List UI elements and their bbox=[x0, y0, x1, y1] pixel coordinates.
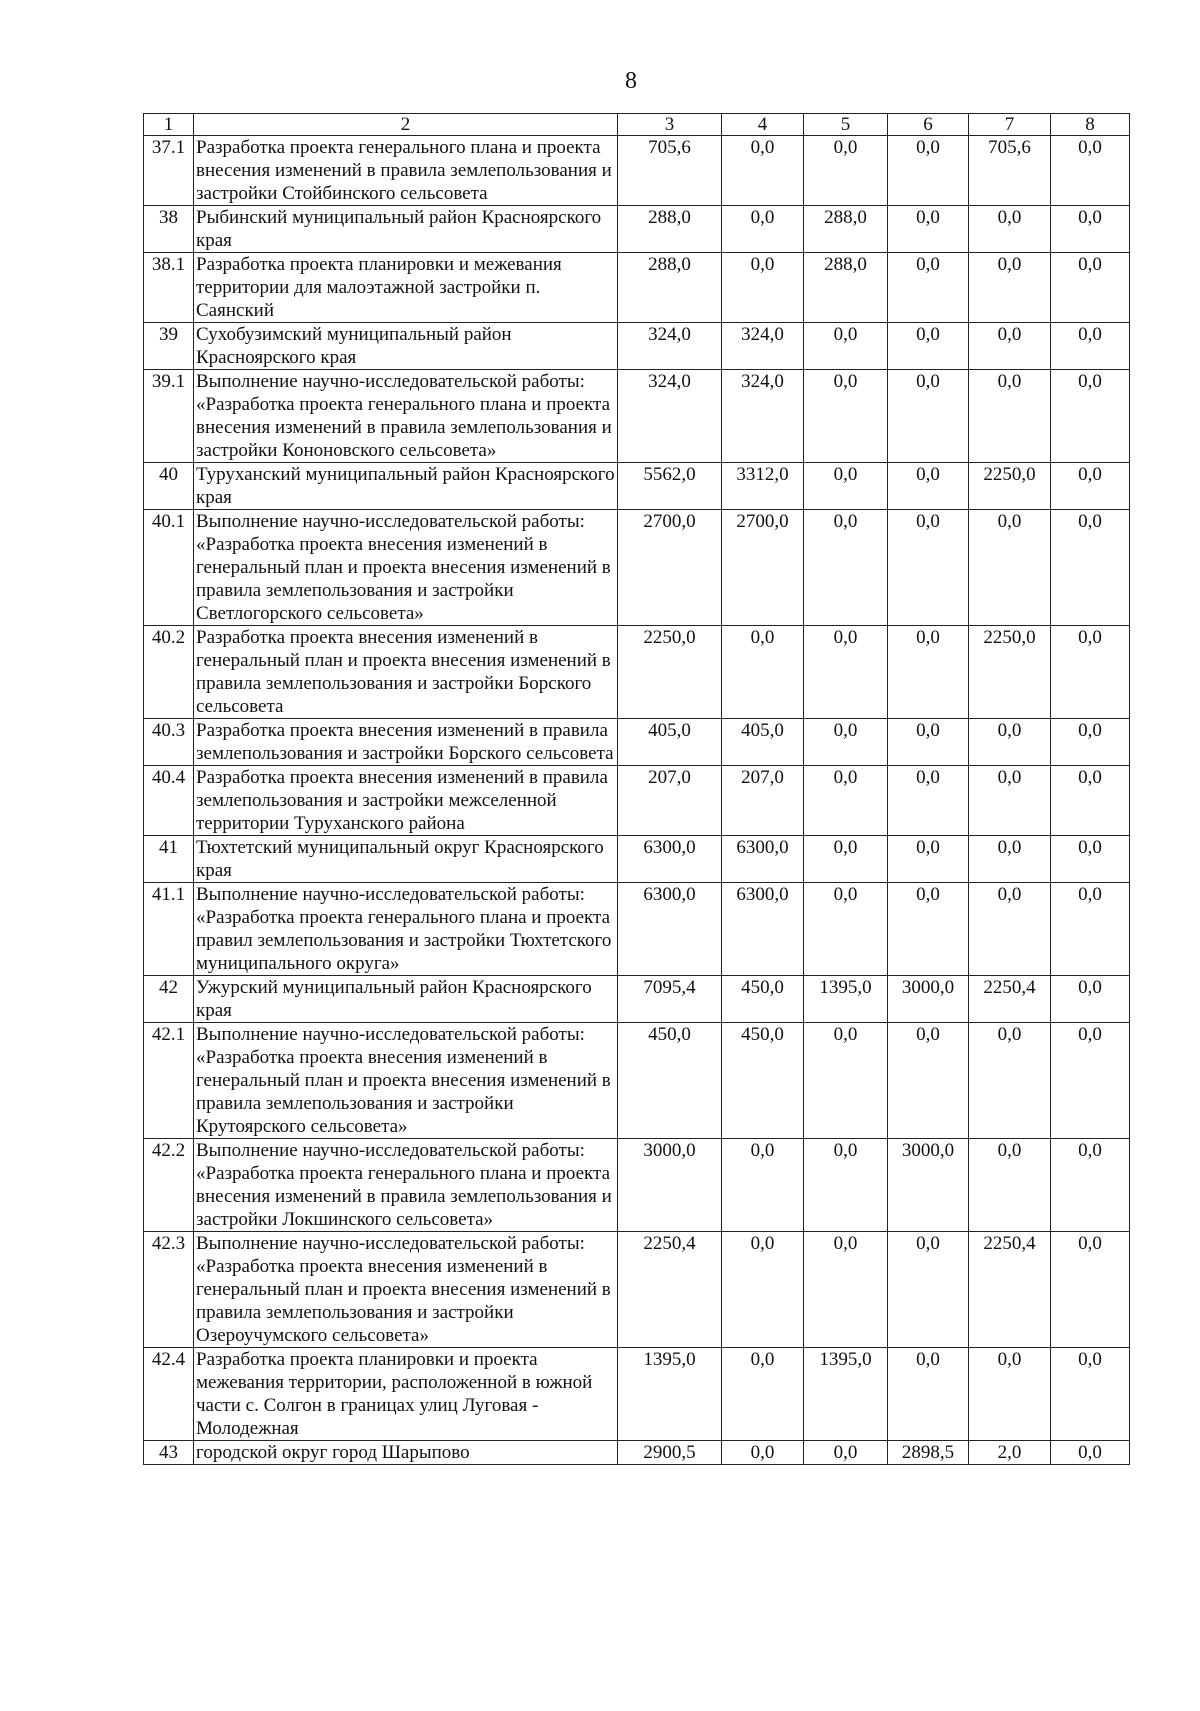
row-value-col5: 0,0 bbox=[804, 510, 888, 626]
row-description: Сухобузимский муниципальный район Красноярского края bbox=[194, 323, 618, 370]
row-value-col4: 6300,0 bbox=[722, 883, 804, 976]
row-number: 42 bbox=[144, 976, 194, 1023]
row-value-col4: 6300,0 bbox=[722, 836, 804, 883]
table-row bbox=[144, 883, 1130, 976]
row-value-col6: 0,0 bbox=[888, 370, 969, 463]
column-header: 7 bbox=[969, 114, 1051, 136]
row-value-col4: 0,0 bbox=[722, 626, 804, 719]
row-description: городской округ город Шарыпово bbox=[194, 1441, 618, 1465]
row-description: Ужурский муниципальный район Красноярского края bbox=[194, 976, 618, 1023]
row-value-col3: 324,0 bbox=[618, 323, 722, 370]
column-header: 6 bbox=[888, 114, 969, 136]
row-value-col3: 7095,4 bbox=[618, 976, 722, 1023]
row-value-col4: 450,0 bbox=[722, 976, 804, 1023]
row-number: 40.2 bbox=[144, 626, 194, 719]
row-value-col8: 0,0 bbox=[1051, 1232, 1130, 1348]
row-value-col5: 0,0 bbox=[804, 766, 888, 836]
row-value-col3: 405,0 bbox=[618, 719, 722, 766]
row-value-col7: 2250,4 bbox=[969, 976, 1051, 1023]
row-value-col4: 450,0 bbox=[722, 1023, 804, 1139]
row-value-col7: 0,0 bbox=[969, 206, 1051, 253]
table-row bbox=[144, 370, 1130, 463]
row-value-col7: 2250,0 bbox=[969, 463, 1051, 510]
row-value-col8: 0,0 bbox=[1051, 463, 1130, 510]
row-value-col8: 0,0 bbox=[1051, 883, 1130, 976]
row-value-col5: 0,0 bbox=[804, 883, 888, 976]
table-row bbox=[144, 1441, 1130, 1465]
table-row bbox=[144, 1348, 1130, 1441]
table-row bbox=[144, 766, 1130, 836]
table-row bbox=[144, 253, 1130, 323]
row-number: 40.3 bbox=[144, 719, 194, 766]
row-value-col4: 207,0 bbox=[722, 766, 804, 836]
row-number: 41 bbox=[144, 836, 194, 883]
row-value-col3: 1395,0 bbox=[618, 1348, 722, 1441]
row-description: Разработка проекта планировки и проекта межевания территории, расположенной в южной части с. Солгон в границах улиц Луговая - Молодежная bbox=[194, 1348, 618, 1441]
row-value-col6: 3000,0 bbox=[888, 1139, 969, 1232]
row-description: Туруханский муниципальный район Красноярского края bbox=[194, 463, 618, 510]
row-value-col5: 0,0 bbox=[804, 1023, 888, 1139]
row-value-col6: 0,0 bbox=[888, 253, 969, 323]
row-description: Выполнение научно-исследовательской работы: «Разработка проекта внесения изменений в генеральный план и проекта внесения изменений в правила землепользования и застройки Крутоярского сельсовета» bbox=[194, 1023, 618, 1139]
table-row bbox=[144, 836, 1130, 883]
row-value-col4: 0,0 bbox=[722, 1139, 804, 1232]
row-value-col8: 0,0 bbox=[1051, 510, 1130, 626]
row-value-col4: 0,0 bbox=[722, 1348, 804, 1441]
table-header-row bbox=[144, 114, 1130, 136]
row-value-col3: 2700,0 bbox=[618, 510, 722, 626]
row-description: Выполнение научно-исследовательской работы: «Разработка проекта генерального плана и проекта внесения изменений в правила землепользования и застройки Локшинского сельсовета» bbox=[194, 1139, 618, 1232]
row-value-col7: 2,0 bbox=[969, 1441, 1051, 1465]
row-value-col3: 288,0 bbox=[618, 206, 722, 253]
row-value-col5: 0,0 bbox=[804, 836, 888, 883]
row-value-col3: 450,0 bbox=[618, 1023, 722, 1139]
row-value-col3: 6300,0 bbox=[618, 883, 722, 976]
row-value-col8: 0,0 bbox=[1051, 626, 1130, 719]
row-value-col4: 324,0 bbox=[722, 323, 804, 370]
row-value-col6: 0,0 bbox=[888, 1232, 969, 1348]
row-value-col7: 0,0 bbox=[969, 1348, 1051, 1441]
row-value-col7: 705,6 bbox=[969, 136, 1051, 206]
row-description: Тюхтетский муниципальный округ Красноярского края bbox=[194, 836, 618, 883]
row-value-col3: 3000,0 bbox=[618, 1139, 722, 1232]
row-value-col5: 0,0 bbox=[804, 1139, 888, 1232]
row-value-col7: 2250,0 bbox=[969, 626, 1051, 719]
row-value-col6: 0,0 bbox=[888, 1348, 969, 1441]
table-row bbox=[144, 719, 1130, 766]
table-row bbox=[144, 136, 1130, 206]
table-row bbox=[144, 1023, 1130, 1139]
row-value-col6: 2898,5 bbox=[888, 1441, 969, 1465]
row-value-col8: 0,0 bbox=[1051, 370, 1130, 463]
table-row bbox=[144, 206, 1130, 253]
row-value-col8: 0,0 bbox=[1051, 206, 1130, 253]
table-row bbox=[144, 1232, 1130, 1348]
row-value-col6: 0,0 bbox=[888, 719, 969, 766]
row-value-col3: 705,6 bbox=[618, 136, 722, 206]
row-value-col5: 0,0 bbox=[804, 463, 888, 510]
row-value-col8: 0,0 bbox=[1051, 1348, 1130, 1441]
row-number: 39.1 bbox=[144, 370, 194, 463]
row-value-col6: 0,0 bbox=[888, 136, 969, 206]
row-value-col7: 0,0 bbox=[969, 836, 1051, 883]
row-value-col4: 0,0 bbox=[722, 1232, 804, 1348]
row-value-col8: 0,0 bbox=[1051, 136, 1130, 206]
row-value-col7: 0,0 bbox=[969, 323, 1051, 370]
row-value-col4: 0,0 bbox=[722, 136, 804, 206]
row-value-col6: 0,0 bbox=[888, 323, 969, 370]
row-number: 39 bbox=[144, 323, 194, 370]
row-number: 42.2 bbox=[144, 1139, 194, 1232]
row-value-col5: 0,0 bbox=[804, 1232, 888, 1348]
row-value-col4: 3312,0 bbox=[722, 463, 804, 510]
row-value-col8: 0,0 bbox=[1051, 1139, 1130, 1232]
table-row bbox=[144, 510, 1130, 626]
row-description: Выполнение научно-исследовательской работы: «Разработка проекта внесения изменений в генеральный план и проекта внесения изменений в правила землепользования и застройки Озероучумского сельсовета» bbox=[194, 1232, 618, 1348]
row-value-col8: 0,0 bbox=[1051, 323, 1130, 370]
row-number: 40.4 bbox=[144, 766, 194, 836]
row-value-col4: 324,0 bbox=[722, 370, 804, 463]
row-value-col7: 0,0 bbox=[969, 1023, 1051, 1139]
row-value-col7: 2250,4 bbox=[969, 1232, 1051, 1348]
row-description: Выполнение научно-исследовательской работы: «Разработка проекта генерального плана и проекта внесения изменений в правила землепользования и застройки Кононовского сельсовета» bbox=[194, 370, 618, 463]
row-value-col5: 0,0 bbox=[804, 719, 888, 766]
row-value-col7: 0,0 bbox=[969, 253, 1051, 323]
row-value-col3: 2250,4 bbox=[618, 1232, 722, 1348]
row-value-col6: 0,0 bbox=[888, 883, 969, 976]
row-value-col8: 0,0 bbox=[1051, 976, 1130, 1023]
row-value-col6: 0,0 bbox=[888, 510, 969, 626]
table-row bbox=[144, 323, 1130, 370]
row-value-col4: 0,0 bbox=[722, 253, 804, 323]
row-value-col4: 405,0 bbox=[722, 719, 804, 766]
row-number: 43 bbox=[144, 1441, 194, 1465]
row-value-col6: 0,0 bbox=[888, 1023, 969, 1139]
row-description: Разработка проекта внесения изменений в правила землепользования и застройки межселенной территории Туруханского района bbox=[194, 766, 618, 836]
row-value-col7: 0,0 bbox=[969, 510, 1051, 626]
row-number: 42.4 bbox=[144, 1348, 194, 1441]
column-header: 3 bbox=[618, 114, 722, 136]
column-header: 8 bbox=[1051, 114, 1130, 136]
row-value-col4: 2700,0 bbox=[722, 510, 804, 626]
row-value-col5: 288,0 bbox=[804, 206, 888, 253]
row-value-col6: 0,0 bbox=[888, 206, 969, 253]
row-value-col7: 0,0 bbox=[969, 719, 1051, 766]
row-description: Разработка проекта внесения изменений в правила землепользования и застройки Борского сельсовета bbox=[194, 719, 618, 766]
row-number: 37.1 bbox=[144, 136, 194, 206]
row-value-col3: 2250,0 bbox=[618, 626, 722, 719]
row-number: 38 bbox=[144, 206, 194, 253]
row-number: 42.1 bbox=[144, 1023, 194, 1139]
row-number: 40.1 bbox=[144, 510, 194, 626]
row-value-col7: 0,0 bbox=[969, 766, 1051, 836]
row-value-col6: 0,0 bbox=[888, 626, 969, 719]
row-description: Разработка проекта генерального плана и проекта внесения изменений в правила землепользования и застройки Стойбинского сельсовета bbox=[194, 136, 618, 206]
row-value-col3: 2900,5 bbox=[618, 1441, 722, 1465]
table-row bbox=[144, 976, 1130, 1023]
row-value-col5: 0,0 bbox=[804, 1441, 888, 1465]
row-value-col5: 1395,0 bbox=[804, 976, 888, 1023]
table-row bbox=[144, 463, 1130, 510]
column-header: 1 bbox=[144, 114, 194, 136]
row-value-col8: 0,0 bbox=[1051, 836, 1130, 883]
row-value-col7: 0,0 bbox=[969, 883, 1051, 976]
row-value-col3: 6300,0 bbox=[618, 836, 722, 883]
row-value-col8: 0,0 bbox=[1051, 1441, 1130, 1465]
row-value-col5: 0,0 bbox=[804, 626, 888, 719]
row-description: Выполнение научно-исследовательской работы: «Разработка проекта внесения изменений в генеральный план и проекта внесения изменений в правила землепользования и застройки Светлогорского сельсовета» bbox=[194, 510, 618, 626]
row-value-col7: 0,0 bbox=[969, 370, 1051, 463]
row-description: Разработка проекта внесения изменений в генеральный план и проекта внесения изменений в правила землепользования и застройки Борского сельсовета bbox=[194, 626, 618, 719]
table-row bbox=[144, 626, 1130, 719]
row-description: Разработка проекта планировки и межевания территории для малоэтажной застройки п. Саянский bbox=[194, 253, 618, 323]
row-value-col3: 324,0 bbox=[618, 370, 722, 463]
budget-table bbox=[143, 113, 1130, 1465]
row-number: 38.1 bbox=[144, 253, 194, 323]
column-header: 5 bbox=[804, 114, 888, 136]
row-value-col4: 0,0 bbox=[722, 206, 804, 253]
row-number: 42.3 bbox=[144, 1232, 194, 1348]
row-value-col5: 1395,0 bbox=[804, 1348, 888, 1441]
row-value-col3: 207,0 bbox=[618, 766, 722, 836]
page-number: 8 bbox=[625, 68, 637, 94]
column-header: 2 bbox=[194, 114, 618, 136]
row-value-col5: 0,0 bbox=[804, 136, 888, 206]
row-value-col8: 0,0 bbox=[1051, 719, 1130, 766]
row-value-col5: 0,0 bbox=[804, 323, 888, 370]
row-value-col6: 0,0 bbox=[888, 766, 969, 836]
row-description: Выполнение научно-исследовательской работы: «Разработка проекта генерального плана и проекта правил землепользования и застройки Тюхтетского муниципального округа» bbox=[194, 883, 618, 976]
row-value-col4: 0,0 bbox=[722, 1441, 804, 1465]
table-row bbox=[144, 1139, 1130, 1232]
row-description: Рыбинский муниципальный район Красноярского края bbox=[194, 206, 618, 253]
column-header: 4 bbox=[722, 114, 804, 136]
row-value-col3: 5562,0 bbox=[618, 463, 722, 510]
table-body bbox=[144, 136, 1130, 1465]
row-number: 40 bbox=[144, 463, 194, 510]
row-value-col8: 0,0 bbox=[1051, 253, 1130, 323]
row-value-col7: 0,0 bbox=[969, 1139, 1051, 1232]
row-value-col6: 3000,0 bbox=[888, 976, 969, 1023]
row-value-col5: 288,0 bbox=[804, 253, 888, 323]
row-number: 41.1 bbox=[144, 883, 194, 976]
row-value-col6: 0,0 bbox=[888, 463, 969, 510]
row-value-col6: 0,0 bbox=[888, 836, 969, 883]
row-value-col3: 288,0 bbox=[618, 253, 722, 323]
row-value-col5: 0,0 bbox=[804, 370, 888, 463]
row-value-col8: 0,0 bbox=[1051, 766, 1130, 836]
row-value-col8: 0,0 bbox=[1051, 1023, 1130, 1139]
